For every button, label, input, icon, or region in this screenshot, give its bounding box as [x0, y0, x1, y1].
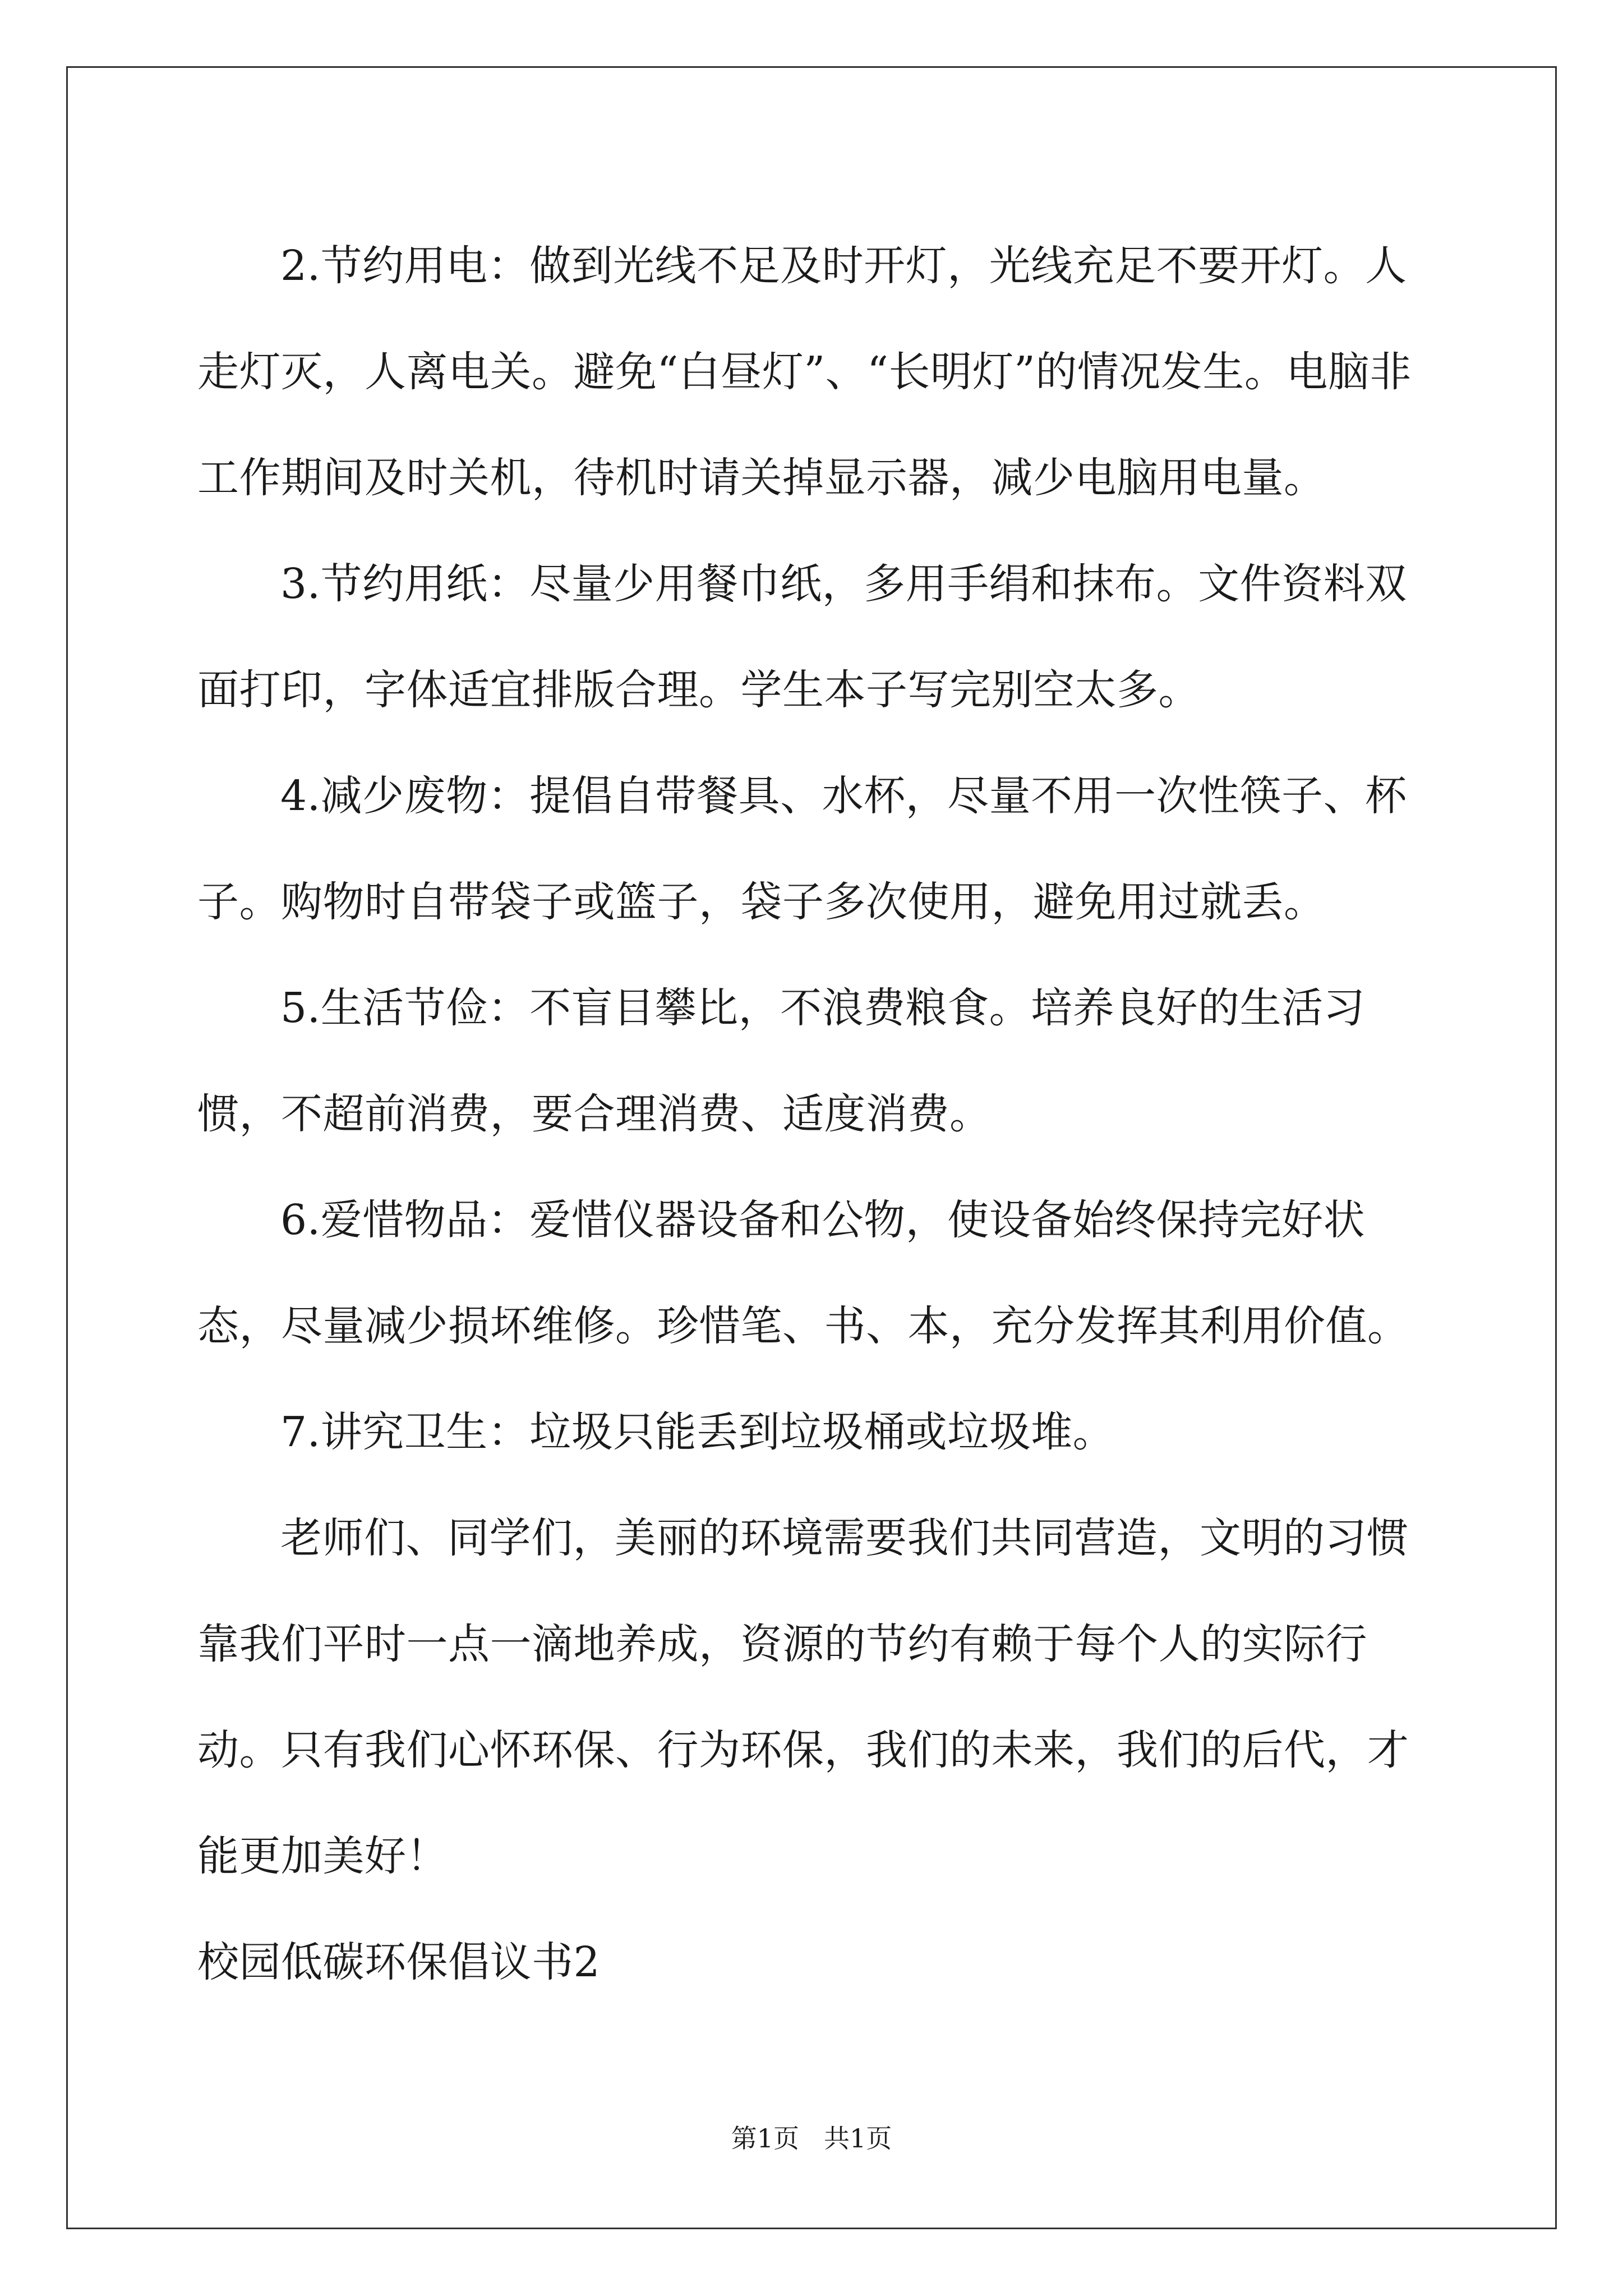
paragraph-frugal-living: 5.生活节俭：不盲目攀比，不浪费粮食。培养良好的生活习惯，不超前消费，要合理消费、适度消费。	[197, 984, 1366, 1138]
paragraph-hygiene: 7.讲究卫生：垃圾只能丢到垃圾桶或垃圾堆。	[280, 1408, 1115, 1456]
paragraph-electricity: 2.节约用电：做到光线不足及时开灯，光线充足不要开灯。人走灯灭，人离电关。避免“白昼灯”、“长明灯”的情况发生。电脑非工作期间及时关机，待机时请关掉显示器，减少电脑用电量。	[197, 242, 1412, 502]
paragraph-waste: 4.减少废物：提倡自带餐具、水杯，尽量不用一次性筷子、杯子。购物时自带袋子或篮子，袋子多次使用，避免用过就丢。	[197, 772, 1407, 926]
next-section-title: 校园低碳环保倡议书2	[197, 1938, 601, 1986]
document-body	[197, 213, 1420, 2016]
paragraph-closing: 老师们、同学们，美丽的环境需要我们共同营造，文明的习惯靠我们平时一点一滴地养成，资源的节约有赖于每个人的实际行动。只有我们心怀环保、行为环保，我们的未来，我们的后代，才能更加美好！	[197, 1514, 1409, 1880]
page-number: 第1页	[731, 2123, 800, 2154]
paragraph-paper: 3.节约用纸：尽量少用餐巾纸，多用手绢和抹布。文件资料双面打印，字体适宜排版合理。学生本子写完别空太多。	[197, 560, 1407, 714]
page-total: 共1页	[823, 2123, 892, 2154]
page-footer	[0, 2122, 1623, 2155]
paragraph-cherish-items: 6.爱惜物品：爱惜仪器设备和公物，使设备始终保持完好状态，尽量减少损坏维修。珍惜笔、书、本，充分发挥其利用价值。	[197, 1196, 1409, 1350]
